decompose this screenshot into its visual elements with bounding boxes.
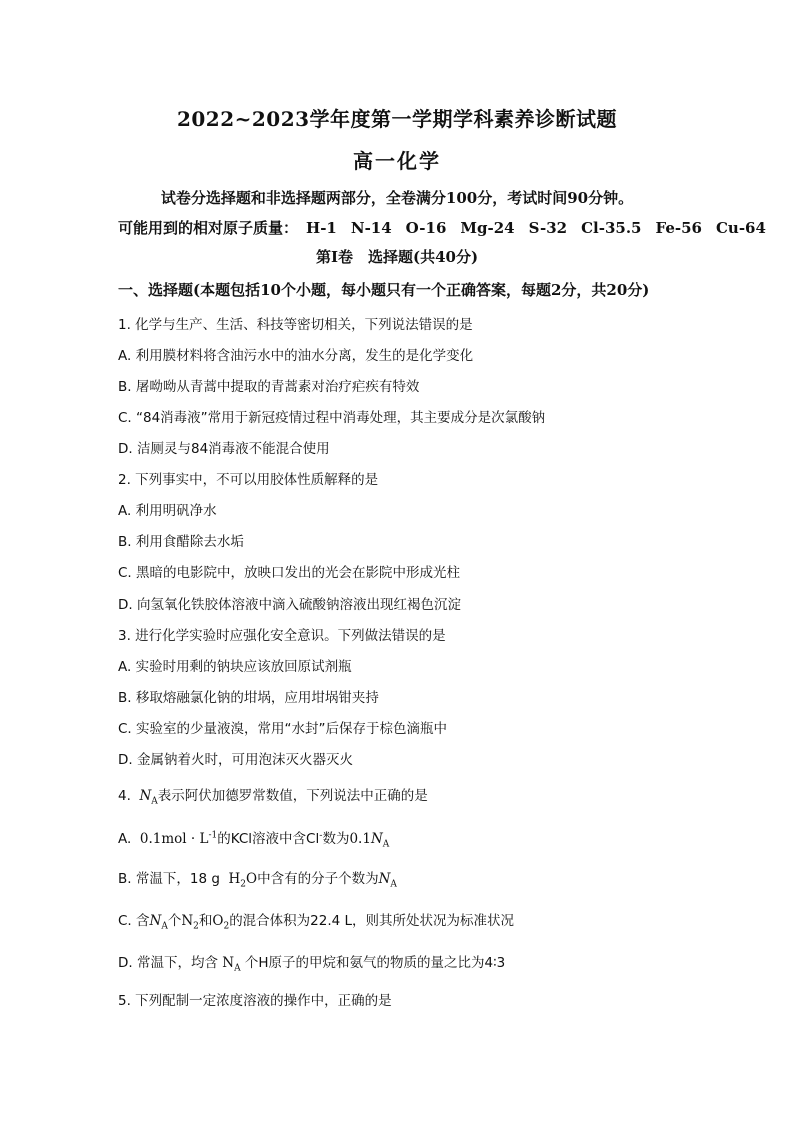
avogadro-subscript: A (390, 879, 397, 890)
question-4-option-d (118, 951, 505, 974)
question-2-option-c: C. 黑暗的电影院中，放映口发出的光会在影院中形成光柱 (118, 565, 461, 581)
exam-instructions: 试卷分选择题和非选择题两部分，全卷满分100分，考试时间90分钟。 (160, 189, 634, 207)
chloride-charge: - (319, 830, 323, 841)
question-3-option-a: A. 实验时用剩的钠块应该放回原试剂瓶 (118, 659, 352, 675)
question-3-option-d: D. 金属钠着火时，可用泡沫灭火器灭火 (118, 752, 353, 768)
question-1-option-a: A. 利用膜材料将含油污水中的油水分离，发生的是化学变化 (118, 348, 474, 364)
option-b-text: 中含有的分子个数为 (257, 871, 379, 887)
avogadro-subscript: A (151, 796, 158, 807)
water-formula-h: H (228, 871, 241, 887)
atomic-mass: S-32 (528, 219, 568, 237)
question-3-option-b: B. 移取熔融氯化钠的坩埚，应用坩埚钳夹持 (118, 690, 379, 706)
atomic-masses-label: 可能用到的相对原子质量： (118, 219, 299, 237)
question-3-stem: 3. 进行化学实验时应强化安全意识。下列做法错误的是 (118, 628, 446, 644)
question-5-stem: 5. 下列配制一定浓度溶液的操作中，正确的是 (118, 993, 392, 1009)
nitrogen-subscript: 2 (193, 921, 199, 932)
water-formula-o: O (246, 871, 258, 887)
question-2-option-d: D. 向氢氧化铁胶体溶液中滴入硫酸钠溶液出现红褐色沉淀 (118, 597, 461, 613)
atomic-mass: N-14 (350, 219, 392, 237)
question-4-stem-text: 表示阿伏加德罗常数值，下列说法中正确的是 (157, 788, 428, 804)
question-3-option-c: C. 实验室的少量液溴，常用“水封”后保存于棕色滴瓶中 (118, 721, 447, 737)
question-1-option-d: D. 洁厕灵与84消毒液不能混合使用 (118, 441, 330, 457)
question-4-option-a (118, 827, 389, 850)
option-c-unit: 个 (167, 913, 182, 929)
atomic-mass: Fe-56 (655, 219, 702, 237)
option-c-label: C. 含 (118, 913, 150, 929)
question-number: 4. (118, 788, 131, 804)
concentration-value: 0.1mol · L (139, 831, 209, 847)
option-c-text: 的混合体积为22.4 L，则其所处状况为标准状况 (229, 913, 515, 929)
avogadro-symbol: N (139, 788, 152, 804)
avogadro-symbol: N (370, 831, 383, 847)
concentration-exponent: -1 (208, 830, 218, 841)
option-d-text: 个H原子的甲烷和氨气的物质的量之比为4∶3 (244, 955, 506, 971)
atomic-mass: Cu-64 (715, 219, 766, 237)
question-1-option-c: C. “84消毒液”常用于新冠疫情过程中消毒处理，其主要成分是次氯酸钠 (118, 410, 546, 426)
avogadro-subscript: A (382, 839, 390, 850)
atomic-mass: O-16 (405, 219, 447, 237)
atomic-mass: Mg-24 (460, 219, 515, 237)
option-a-text: 的KCl溶液中含Cl (217, 831, 320, 847)
avogadro-symbol-upright: N (222, 955, 235, 971)
option-label: A. (118, 831, 132, 847)
option-b-mass: 18 g (189, 871, 220, 887)
question-4-stem (118, 784, 428, 807)
avogadro-symbol: N (149, 913, 162, 929)
option-a-value: 0.1 (349, 831, 371, 847)
section-title: 一、选择题(本题包括10个小题，每小题只有一个正确答案，每题2分，共20分) (118, 281, 650, 299)
avogadro-subscript: A (161, 921, 168, 932)
question-2-stem: 2. 下列事实中，不可以用胶体性质解释的是 (118, 472, 379, 488)
question-2-option-b: B. 利用食醋除去水垢 (118, 534, 244, 550)
volume-title: 第Ⅰ卷 选择题(共40分) (315, 248, 479, 266)
avogadro-symbol: N (378, 871, 391, 887)
option-a-count-text: 数为 (322, 831, 350, 847)
atomic-mass: H-1 (306, 219, 337, 237)
avogadro-subscript: A (234, 963, 241, 974)
oxygen-subscript: 2 (223, 921, 230, 932)
question-1-option-b: B. 屠呦呦从青蒿中提取的青蒿素对治疗疟疾有特效 (118, 379, 420, 395)
question-4-option-c (118, 909, 514, 932)
atomic-masses-line (118, 217, 780, 238)
question-4-option-b (118, 867, 397, 890)
oxygen-formula: O (212, 913, 224, 929)
option-b-label: B. 常温下， (118, 871, 190, 887)
atomic-mass: Cl-35.5 (581, 219, 642, 237)
exam-subject: 高一化学 (353, 149, 441, 173)
question-2-option-a: A. 利用明矾净水 (118, 503, 217, 519)
question-1-stem: 1. 化学与生产、生活、科技等密切相关，下列说法错误的是 (118, 317, 473, 333)
exam-title: 2022~2023学年度第一学期学科素养诊断试题 (176, 107, 618, 131)
option-c-and: 和 (198, 913, 213, 929)
option-d-label: D. 常温下，均含 (118, 955, 218, 971)
water-subscript: 2 (240, 879, 247, 890)
nitrogen-formula: N (181, 913, 194, 929)
